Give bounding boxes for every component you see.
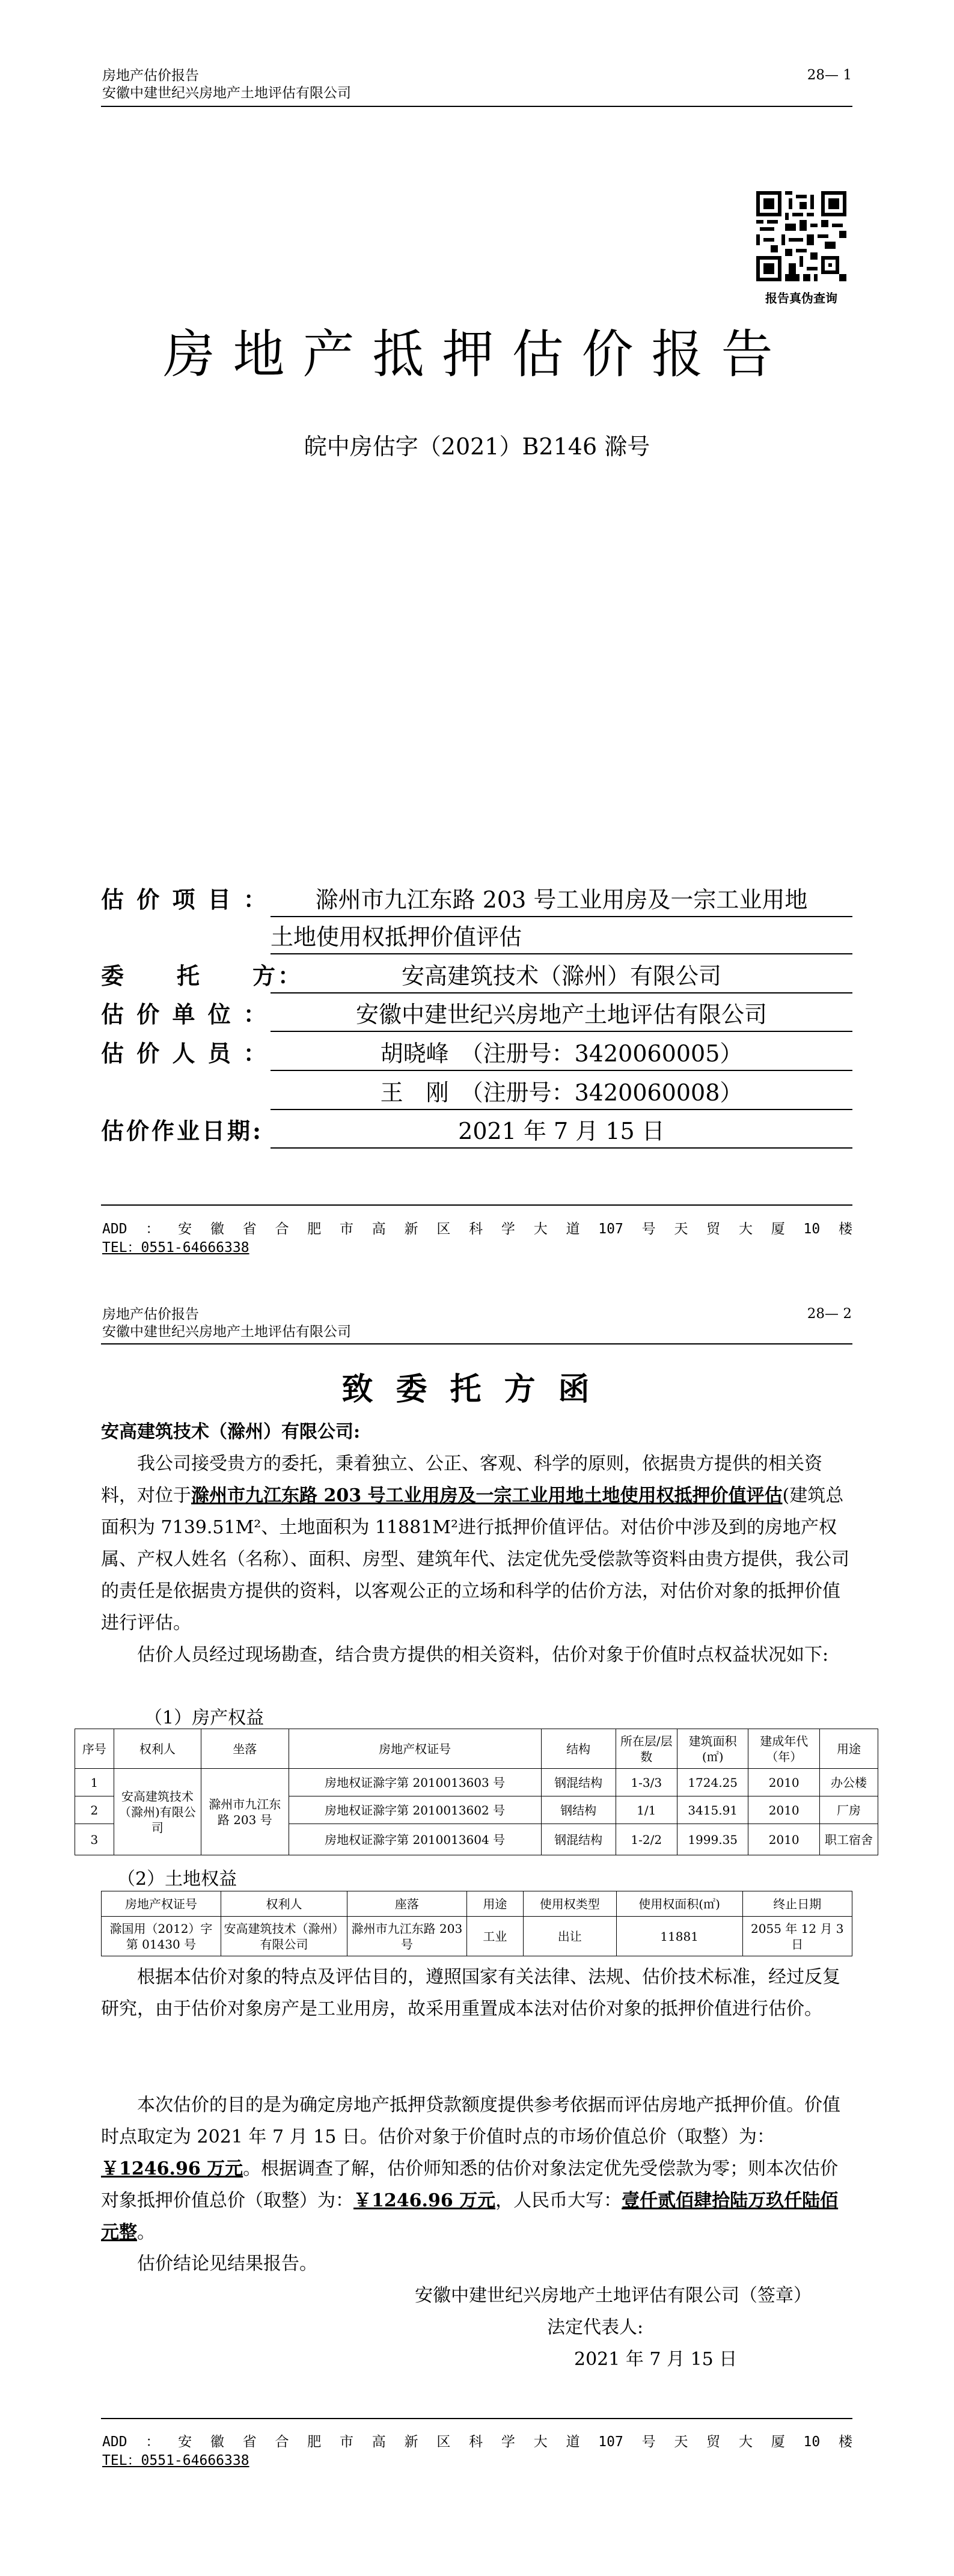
table-row: 滁国用（2012）字第 01430 号 安高建筑技术（滁州）有限公司 滁州市九江东路 203 号 工业 出让 11881 2055 年 12 月 3 日 xyxy=(102,1917,852,1956)
header-company: 安徽中建世纪兴房地产土地评估有限公司 xyxy=(102,85,351,101)
paragraph-3: 根据本估价对象的特点及评估目的，遵照国家有关法律、法规、估价技术标准，经过反复研究，由于估价对象房产是工业用房，故采用重置成本法对估价对象的抵押价值进行估价。 xyxy=(101,1967,840,2019)
client-label: 委 托 方： xyxy=(101,962,304,989)
header-title: 房地产估价报告 xyxy=(102,68,199,84)
signature-company: 安徽中建世纪兴房地产土地评估有限公司（签章） xyxy=(415,2285,812,2306)
salutation: 安高建筑技术（滁州）有限公司: xyxy=(101,1421,361,1442)
market-value: ￥1246.96 万元 xyxy=(101,2158,243,2179)
unit-label: 估 价 单 位 ： xyxy=(101,1001,269,1028)
work-date: 2021 年 7 月 15 日 xyxy=(271,1114,852,1149)
client-row xyxy=(101,959,852,993)
footer-address: ADD ： 安 徽 省 合 肥 市 高 新 区 科 学 大 道 107 号 天 贸 大 厦 10 楼 xyxy=(102,2434,852,2450)
footer xyxy=(102,1220,852,1257)
header-rule xyxy=(101,1343,852,1344)
appraiser-row xyxy=(101,1036,852,1071)
paragraph-4: 本次估价的目的是为确定房地产抵押贷款额度提供参考依据而评估房地产抵押价值。价值时点取定为 2021 年 7 月 15 日。估价对象于价值时点的市场价值总价（取整）为：￥1246.96 万元。根据调查了解，估价师知悉的估价对象法定优先受偿款为零；则本次估价对象抵押价值总价（取整）为：￥1246.96 万元，人民币大写：壹仟贰佰肆拾陆万玖仟陆佰元整。 xyxy=(101,2095,840,2243)
house-table-caption: （1）房产权益 xyxy=(144,1708,264,1729)
table-header-row: 序号 权利人 坐落 房地产权证号 结构 所在层/层数 建筑面积(㎡) 建成年代（年） 用途 xyxy=(75,1729,878,1769)
project-row-2 xyxy=(101,920,852,954)
project-label: 估 价 项 目 ： xyxy=(101,886,269,913)
location-cell: 滁州市九江东路 203 号 xyxy=(201,1769,289,1855)
project-line2: 土地使用权抵押价值评估 xyxy=(271,920,852,954)
paragraph-2: 估价人员经过现场勘查，结合贵方提供的相关资料，估价对象于价值时点权益状况如下: xyxy=(137,1644,829,1665)
appraiser-1: 胡晓峰 （注册号：3420060005） xyxy=(271,1036,852,1071)
land-rights-table xyxy=(101,1891,852,1956)
page-number: 28— 1 xyxy=(807,67,852,83)
header-company: 安徽中建世纪兴房地产土地评估有限公司 xyxy=(102,1324,351,1340)
appraiser-2: 王 刚 （注册号：3420060008） xyxy=(271,1075,852,1110)
paragraph-5: 估价结论见结果报告。 xyxy=(137,2253,317,2274)
project-row xyxy=(101,882,852,917)
footer xyxy=(102,2433,852,2470)
footer-rule xyxy=(101,1204,852,1206)
client-name: 安高建筑技术（滁州）有限公司 xyxy=(271,959,852,993)
footer-tel: TEL：0551-64666338 xyxy=(102,2453,249,2468)
table-header-row: 房地产权证号 权利人 座落 用途 使用权类型 使用权面积(㎡) 终止日期 xyxy=(102,1891,852,1917)
header-rule xyxy=(101,106,852,107)
date-row xyxy=(101,1114,852,1149)
header-title: 房地产估价报告 xyxy=(102,1307,199,1322)
letter-page xyxy=(0,1288,954,2576)
unit-name: 安徽中建世纪兴房地产土地评估有限公司 xyxy=(271,997,852,1032)
table-row: 1 安高建筑技术（滁州)有限公司 滁州市九江东路 203 号 房地权证滁字第 2010013603 号 钢混结构 1-3/3 1724.25 2010 办公楼 xyxy=(75,1769,878,1796)
date-label: 估价作业日期: xyxy=(101,1117,264,1144)
project-name: 滁州市九江东路 203 号工业用房及一宗工业用地土地使用权抵押价值评估 xyxy=(191,1485,783,1506)
footer-rule xyxy=(101,2418,852,2419)
appraiser-label: 估 价 人 员 ： xyxy=(101,1040,269,1067)
header-left xyxy=(102,1306,351,1341)
project-line1: 滁州市九江东路 203 号工业用房及一宗工业用地 xyxy=(271,882,852,917)
qr-caption: 报告真伪查询 xyxy=(765,291,837,305)
cover-title: 房地产抵押估价报告 xyxy=(163,325,791,385)
page-number: 28— 2 xyxy=(807,1306,852,1322)
letter-title: 致委托方函 xyxy=(341,1371,613,1408)
signature-rep: 法定代表人: xyxy=(547,2317,644,2338)
qr-code-icon[interactable] xyxy=(756,191,846,281)
footer-address: ADD ： 安 徽 省 合 肥 市 高 新 区 科 学 大 道 107 号 天 贸 大 厦 10 楼 xyxy=(102,1221,852,1237)
header-left xyxy=(102,67,351,102)
paragraph-1: 我公司接受贵方的委托，秉着独立、公正、客观、科学的原则，依据贵方提供的相关资料，对位于滁州市九江东路 203 号工业用房及一宗工业用地土地使用权抵押价值评估(建筑总面积为 7139.51M²、土地面积为 11881M²进行抵押价值评估。对估价中涉及到的房地产权属、产权人姓名（名称）、面积、房型、建筑年代、法定优先受偿款等资料由贵方提供，我公司的责任是依据贵方提供的资料，以客观公正的立场和科学的估价方法，对估价对象的抵押价值进行评估。 xyxy=(101,1453,849,1634)
unit-row xyxy=(101,997,852,1032)
house-rights-table xyxy=(75,1729,878,1855)
mortgage-value: ￥1246.96 万元 xyxy=(353,2190,496,2211)
appraiser-row-2 xyxy=(101,1075,852,1110)
signature-date: 2021 年 7 月 15 日 xyxy=(574,2349,738,2370)
footer-tel: TEL：0551-64666338 xyxy=(102,1240,249,1256)
report-number: 皖中房估字（2021）B2146 滁号 xyxy=(304,433,650,460)
table-row: 3 房地权证滁字第 2010013604 号 钢混结构 1-2/2 1999.35 2010 职工宿舍 xyxy=(75,1824,878,1855)
table-row: 2 房地权证滁字第 2010013602 号 钢结构 1/1 3415.91 2010 厂房 xyxy=(75,1796,878,1824)
land-table-caption: （2）土地权益 xyxy=(117,1869,237,1890)
owner-cell: 安高建筑技术（滁州)有限公司 xyxy=(114,1769,201,1855)
value-in-words: 壹仟贰佰肆拾陆万玖仟陆佰元整 xyxy=(101,2190,839,2243)
